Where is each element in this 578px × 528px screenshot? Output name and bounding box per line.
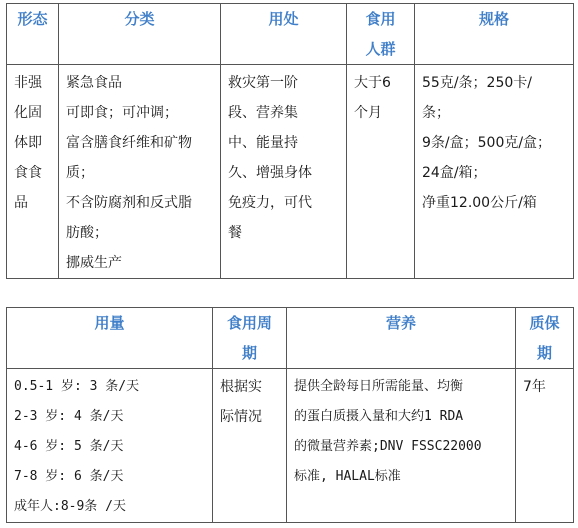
header-row [7, 4, 574, 65]
form-line: 品 [14, 195, 28, 211]
nutrition-line: 的蛋白质摄入量和大约1 RDA [294, 409, 464, 424]
form-line: 食食 [14, 165, 42, 181]
nutrition-line: 提供全龄每日所需能量、均衡 [294, 379, 464, 394]
data-row [7, 369, 574, 523]
spec-line: 净重12.00公斤/箱 [422, 195, 537, 211]
header-form: 形态 [7, 4, 59, 65]
spec-line: 9条/盒；500克/盒； [422, 135, 552, 151]
spec-line: 24盒/箱； [422, 165, 487, 181]
cell-form [7, 65, 59, 279]
product-info-table [6, 3, 574, 279]
cell-spec [415, 65, 574, 279]
nutrition-line: 标准, HALAL标准 [294, 469, 401, 484]
usage-line: 久、增强身体 [228, 165, 312, 181]
usage-line: 免疫力，可代 [228, 195, 312, 211]
category-line: 富含膳食纤维和矿物 [66, 135, 192, 151]
spec-line: 55克/条；250卡/ [422, 75, 532, 91]
period-line: 根据实 [220, 379, 262, 395]
cell-shelf-life: 7年 [516, 369, 574, 523]
nutrition-line: 的微量营养素;DNV FSSC22000 [294, 439, 482, 454]
header-shelf-line2: 期 [536, 344, 552, 362]
period-line: 际情况 [220, 409, 262, 425]
cell-category [59, 65, 221, 279]
header-target-line1: 食用 [365, 10, 396, 28]
target-line: 个月 [354, 105, 382, 121]
target-line: 大于6 [354, 75, 391, 91]
usage-line: 救灾第一阶 [228, 75, 298, 91]
cell-target-group [347, 65, 415, 279]
dosage-line: 0.5-1 岁: 3 条/天 [14, 379, 140, 394]
header-consumption-period [213, 308, 287, 369]
data-row [7, 65, 574, 279]
header-period-line1: 食用周 [226, 314, 272, 332]
header-period-line2: 期 [241, 344, 257, 362]
category-line: 可即食；可冲调； [66, 105, 178, 121]
spec-line: 条； [422, 105, 450, 121]
usage-line: 餐 [228, 225, 242, 241]
dosage-line: 4-6 岁: 5 条/天 [14, 439, 124, 454]
header-dosage: 用量 [7, 308, 213, 369]
category-line: 不含防腐剂和反式脂 [66, 195, 192, 211]
dosage-line: 7-8 岁: 6 条/天 [14, 469, 124, 484]
header-nutrition: 营养 [287, 308, 516, 369]
header-spec: 规格 [415, 4, 574, 65]
dosage-nutrition-table [6, 307, 574, 523]
cell-usage [221, 65, 347, 279]
usage-line: 段、营养集 [228, 105, 298, 121]
header-row [7, 308, 574, 369]
header-category: 分类 [59, 4, 221, 65]
cell-nutrition [287, 369, 516, 523]
cell-consumption-period [213, 369, 287, 523]
dosage-line: 成年人:8-9条 /天 [14, 499, 126, 514]
form-line: 化固 [14, 105, 42, 121]
header-target-group [347, 4, 415, 65]
dosage-line: 2-3 岁: 4 条/天 [14, 409, 124, 424]
category-line: 挪威生产 [66, 255, 122, 271]
category-line: 肪酸； [66, 225, 108, 241]
cell-dosage [7, 369, 213, 523]
header-usage: 用处 [221, 4, 347, 65]
category-line: 紧急食品 [66, 75, 122, 91]
header-target-line2: 人群 [365, 40, 396, 58]
header-shelf-line1: 质保 [529, 314, 560, 332]
category-line: 质； [66, 165, 94, 181]
usage-line: 中、能量持 [228, 135, 298, 151]
form-line: 体即 [14, 135, 42, 151]
form-line: 非强 [14, 75, 42, 91]
header-shelf-life [516, 308, 574, 369]
